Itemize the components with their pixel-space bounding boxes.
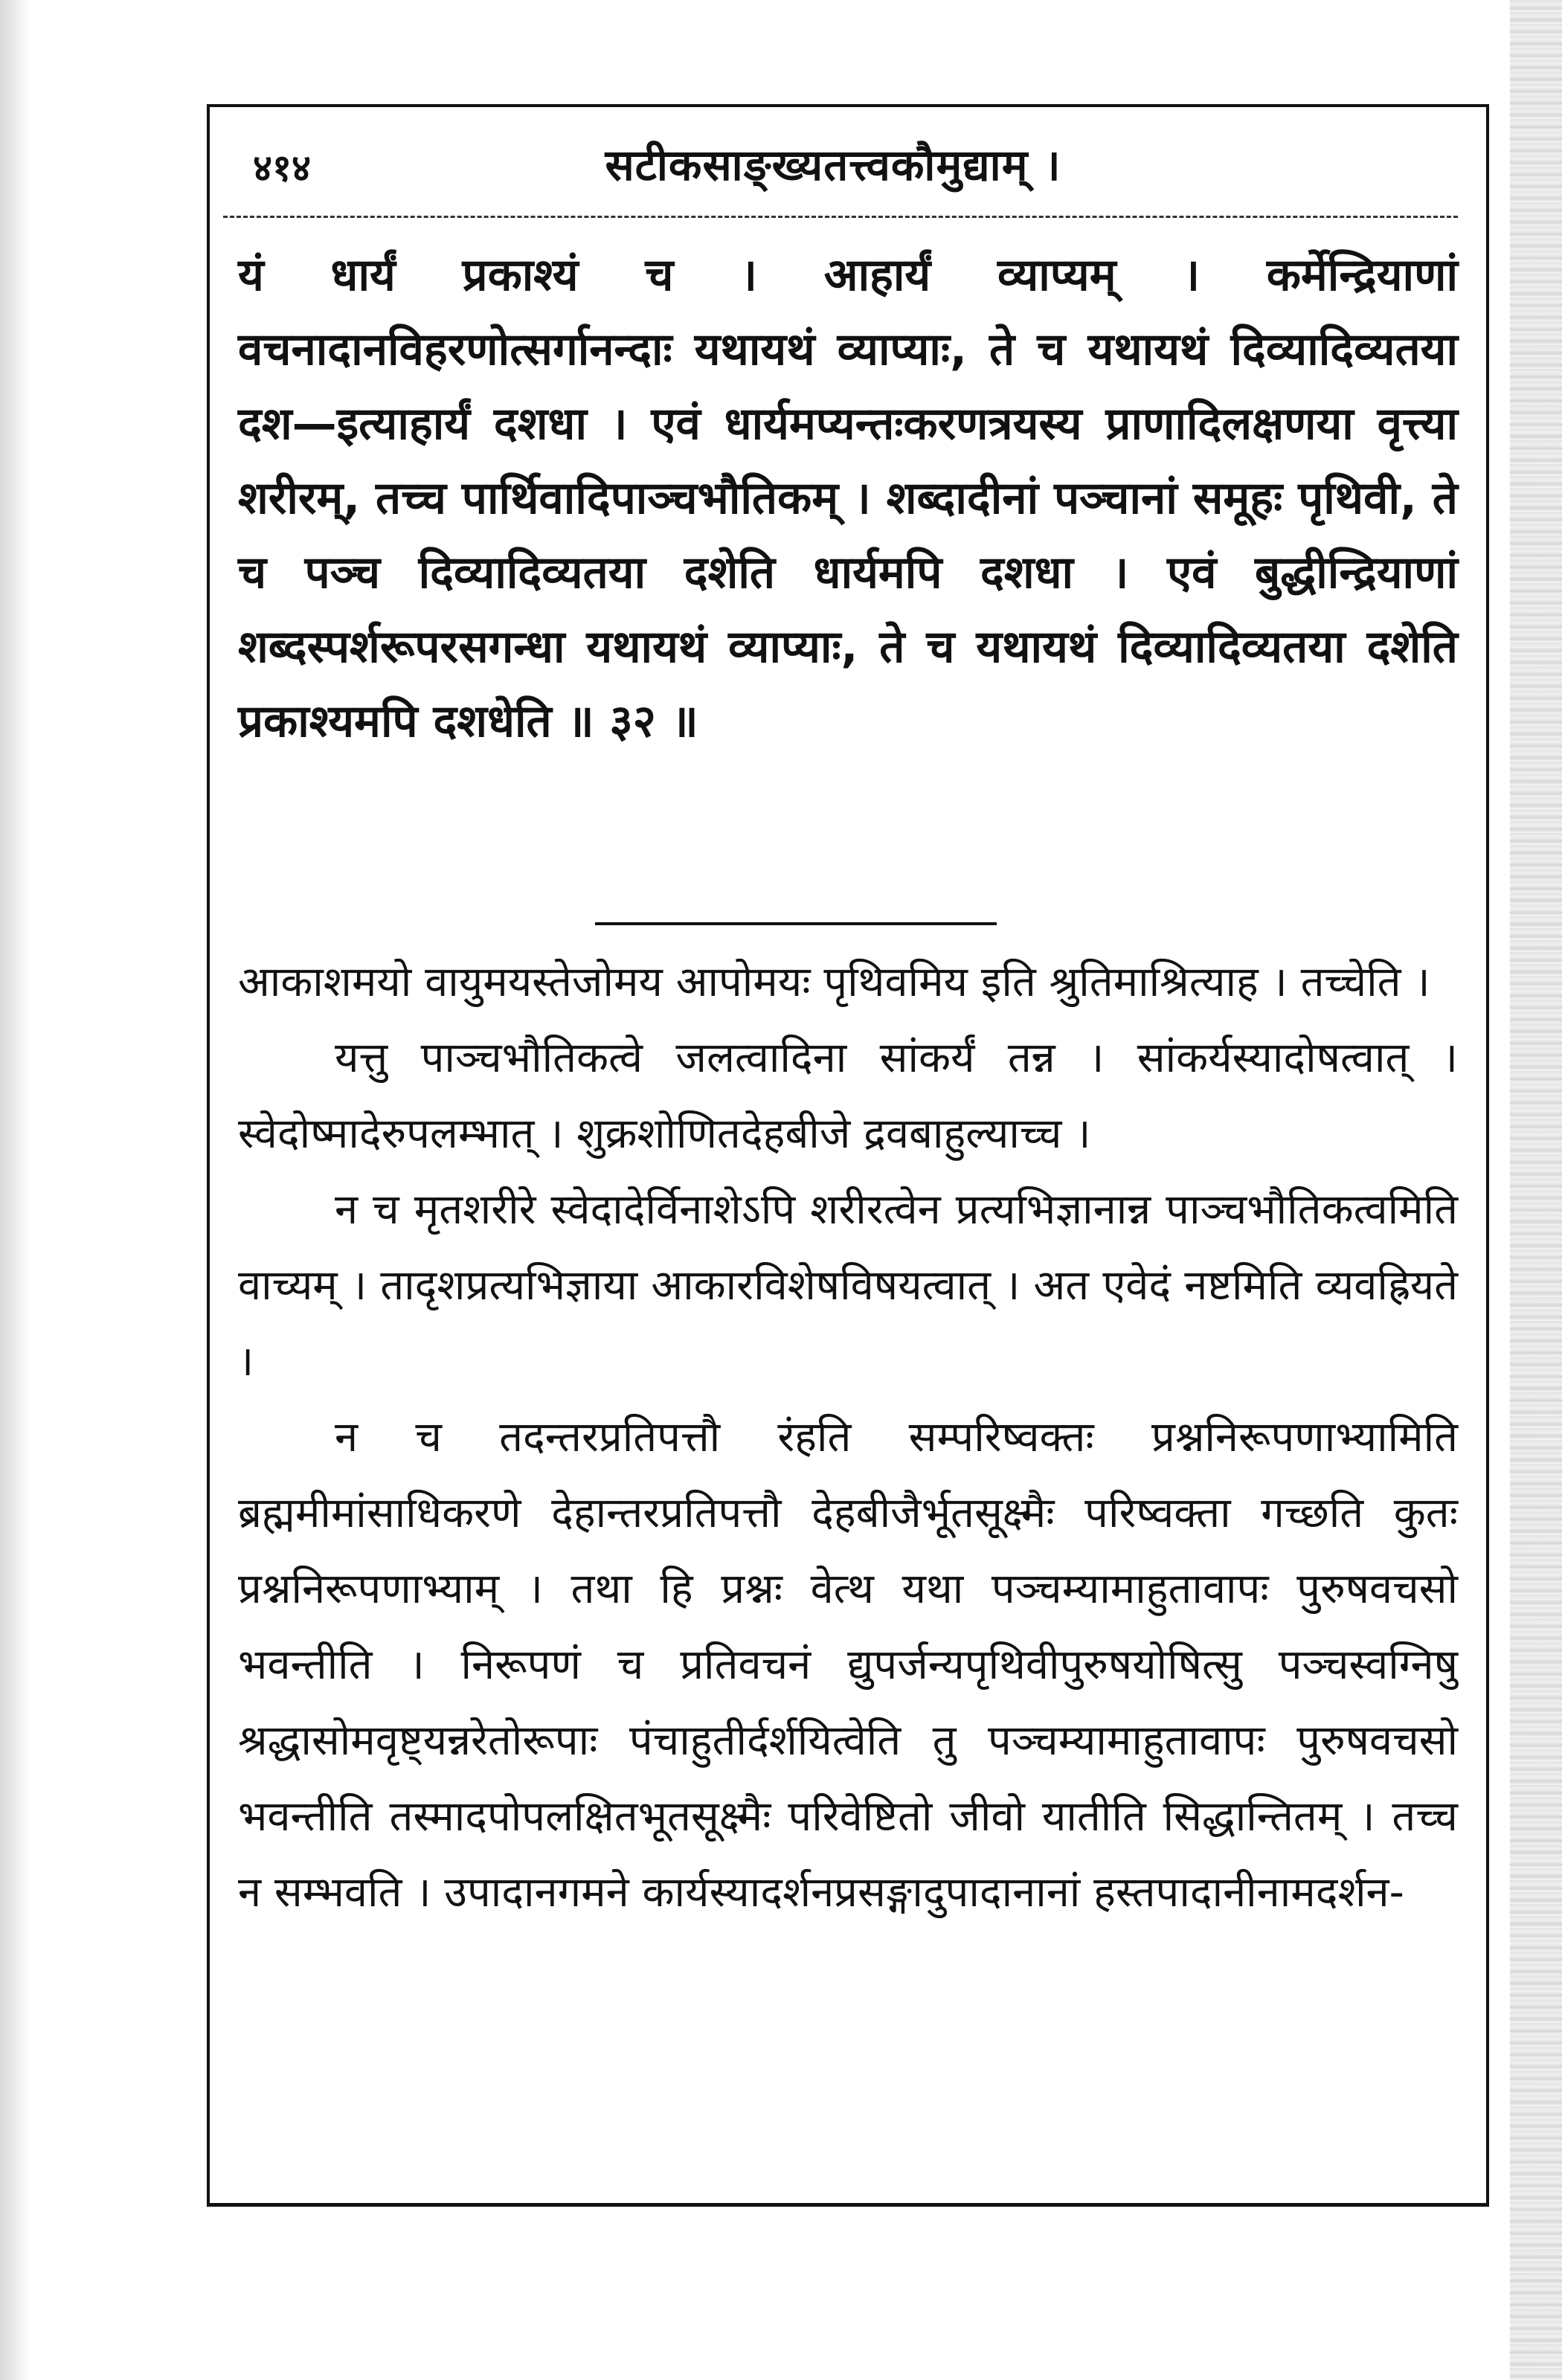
- header-divider: [223, 216, 1458, 218]
- running-title: सटीकसाङ्ख्यतत्त्वकौमुद्याम् ।: [605, 140, 1061, 190]
- note-paragraph: न च तदन्तरप्रतिपत्तौ रंहति सम्परिष्वक्तः प्रश्ननिरूपणाभ्यामिति ब्रह्ममीमांसाधिकरणे देहान्तरप्रतिपत्तौ देहबीजैर्भूतसूक्ष्मैः परिष्वक्ता गच्छति कुतः प्रश्ननिरूपणाभ्याम् । तथा हि प्रश्नः वेत्थ यथा पञ्चम्यामाहुतावापः पुरुषवचसो भवन्तीति । निरूपणं च प्रतिवचनं द्युपर्जन्यपृथिवीपुरुषयोषित्सु पञ्चस्वग्निषु श्रद्धासोमवृष्ट्यन्नरेतोरूपाः पंचाहुतीर्दर्शयित्वेति तु पञ्चम्यामाहुतावापः पुरुषवचसो भवन्तीति तस्मादपोपलक्षितभूतसूक्ष्मैः परिवेष्टितो जीवो यातीति सिद्धान्तितम् । तच्च न सम्भवति । उपादानगमने कार्यस्यादर्शनप्रसङ्गादुपादानानां हस्तपादानीनामदर्शन-: [238, 1413, 1458, 1917]
- scan-shadow-left: [0, 0, 30, 2380]
- footnote-divider: [595, 922, 997, 925]
- page-number: ४१४: [253, 147, 311, 190]
- commentary-paragraph: यं धार्यं प्रकाश्यं च । आहार्यं व्याप्यम् । कर्मेन्द्रियाणां वचनादानविहरणोत्सर्गानन्दाः यथायथं व्याप्याः, ते च यथायथं दिव्यादिव्यतया दश—इत्याहार्यं दशधा । एवं धार्यमप्यन्तःकरणत्रयस्य प्राणादिलक्षणया वृत्त्या शरीरम्, तच्च पार्थिवादिपाञ्चभौतिकम् । शब्दादीनां पञ्चानां समूहः पृथिवी, ते च पञ्च दिव्यादिव्यतया दशेति धार्यमपि दशधा । एवं बुद्धीन्द्रियाणां शब्दस्पर्शरूपरसगन्धा यथायथं व्याप्याः, ते च यथायथं दिव्यादिव्यतया दशेति प्रकाश्यमपि दशधेति ॥ ३२ ॥: [238, 249, 1458, 747]
- page-header: [223, 119, 1473, 208]
- note-paragraph: न च मृतशरीरे स्वेदादेर्विनाशेऽपि शरीरत्वेन प्रत्यभिज्ञानान्न पाञ्चभौतिकत्वमिति वाच्यम् । तादृशप्रत्यभिज्ञाया आकारविशेषविषयत्वात् । अत एवेदं नष्टमिति व्यवह्रियते ।: [238, 1186, 1458, 1386]
- footnote-section: [238, 945, 1458, 1931]
- note-paragraph: आकाशमयो वायुमयस्तेजोमय आपोमयः पृथिवमिय इति श्रुतिमाश्रित्याह । तच्चेति ।: [238, 958, 1430, 1006]
- note-paragraph: यत्तु पाञ्चभौतिकत्वे जलत्वादिना सांकर्यं तन्न । सांकर्यस्यादोषत्वात् । स्वेदोष्मादेरुपलम्भात् । शुक्रशोणितदेहबीजे द्रवबाहुल्याच्च ।: [238, 1034, 1458, 1158]
- scan-shadow-right: [1510, 0, 1562, 2380]
